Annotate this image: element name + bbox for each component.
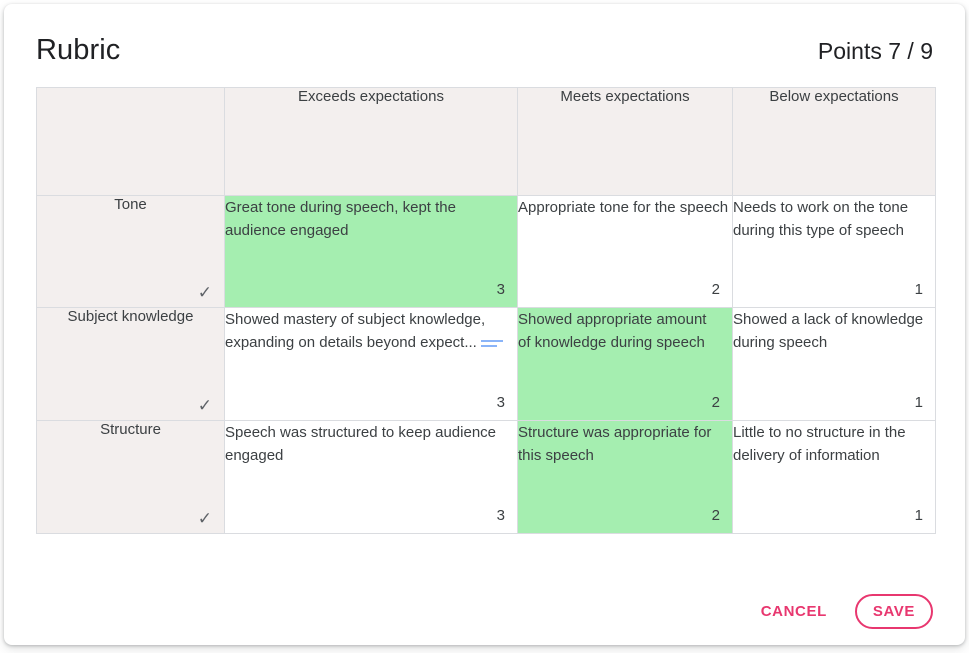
column-header-below: Below expectations	[733, 88, 936, 196]
level-description: Speech was structured to keep audience engaged	[225, 424, 497, 465]
rubric-table	[36, 87, 936, 534]
dialog-header	[4, 4, 965, 67]
rubric-table-wrapper	[4, 67, 965, 534]
check-icon: ✓	[197, 509, 212, 528]
rubric-level-cell[interactable]	[518, 421, 733, 534]
cancel-button[interactable]: CANCEL	[751, 595, 837, 628]
level-description: Appropriate tone for the speech	[518, 199, 729, 216]
level-points: 3	[496, 280, 505, 298]
table-row	[37, 196, 936, 308]
criteria-cell-subject-knowledge	[37, 308, 225, 421]
check-icon: ✓	[197, 396, 212, 415]
criteria-label: Subject knowledge	[67, 308, 194, 325]
rubric-level-cell[interactable]	[225, 421, 518, 534]
column-header-meets: Meets expectations	[518, 88, 733, 196]
level-points: 1	[914, 393, 923, 411]
level-points: 3	[496, 506, 505, 524]
rubric-dialog	[4, 4, 965, 645]
rubric-level-cell[interactable]	[733, 421, 936, 534]
level-description: Showed appropriate amount of knowledge during speech	[518, 311, 707, 352]
rubric-level-cell[interactable]	[733, 308, 936, 421]
criteria-label: Tone	[114, 196, 147, 213]
rubric-level-cell[interactable]	[225, 196, 518, 308]
save-button[interactable]: SAVE	[863, 597, 925, 626]
text-truncated-icon	[481, 339, 503, 348]
level-description: Great tone during speech, kept the audience engaged	[225, 199, 456, 240]
page-title: Rubric	[36, 34, 121, 66]
table-header-row	[37, 88, 936, 196]
rubric-level-cell[interactable]	[733, 196, 936, 308]
level-points: 1	[914, 506, 923, 524]
column-header-exceeds: Exceeds expectations	[225, 88, 518, 196]
level-description: Showed mastery of subject knowledge, expanding on details beyond expect...	[225, 311, 486, 352]
criteria-cell-tone	[37, 196, 225, 308]
level-description: Showed a lack of knowledge during speech	[733, 311, 924, 352]
dialog-footer	[751, 594, 933, 629]
criteria-label: Structure	[100, 421, 161, 438]
rubric-level-cell[interactable]	[518, 196, 733, 308]
rubric-level-cell[interactable]	[225, 308, 518, 421]
level-points: 2	[711, 280, 720, 298]
criteria-cell-structure	[37, 421, 225, 534]
points-total: Points 7 / 9	[817, 38, 933, 64]
check-icon: ✓	[197, 283, 212, 302]
table-row	[37, 421, 936, 534]
level-points: 3	[496, 393, 505, 411]
level-description: Needs to work on the tone during this type of speech	[733, 199, 909, 240]
level-description: Little to no structure in the delivery of information	[733, 424, 906, 465]
level-points: 2	[711, 506, 720, 524]
rubric-level-cell[interactable]	[518, 308, 733, 421]
level-description: Structure was appropriate for this speech	[518, 424, 712, 465]
table-row	[37, 308, 936, 421]
corner-header-cell	[37, 88, 225, 196]
level-points: 2	[711, 393, 720, 411]
save-button-highlight	[855, 594, 933, 629]
level-points: 1	[914, 280, 923, 298]
